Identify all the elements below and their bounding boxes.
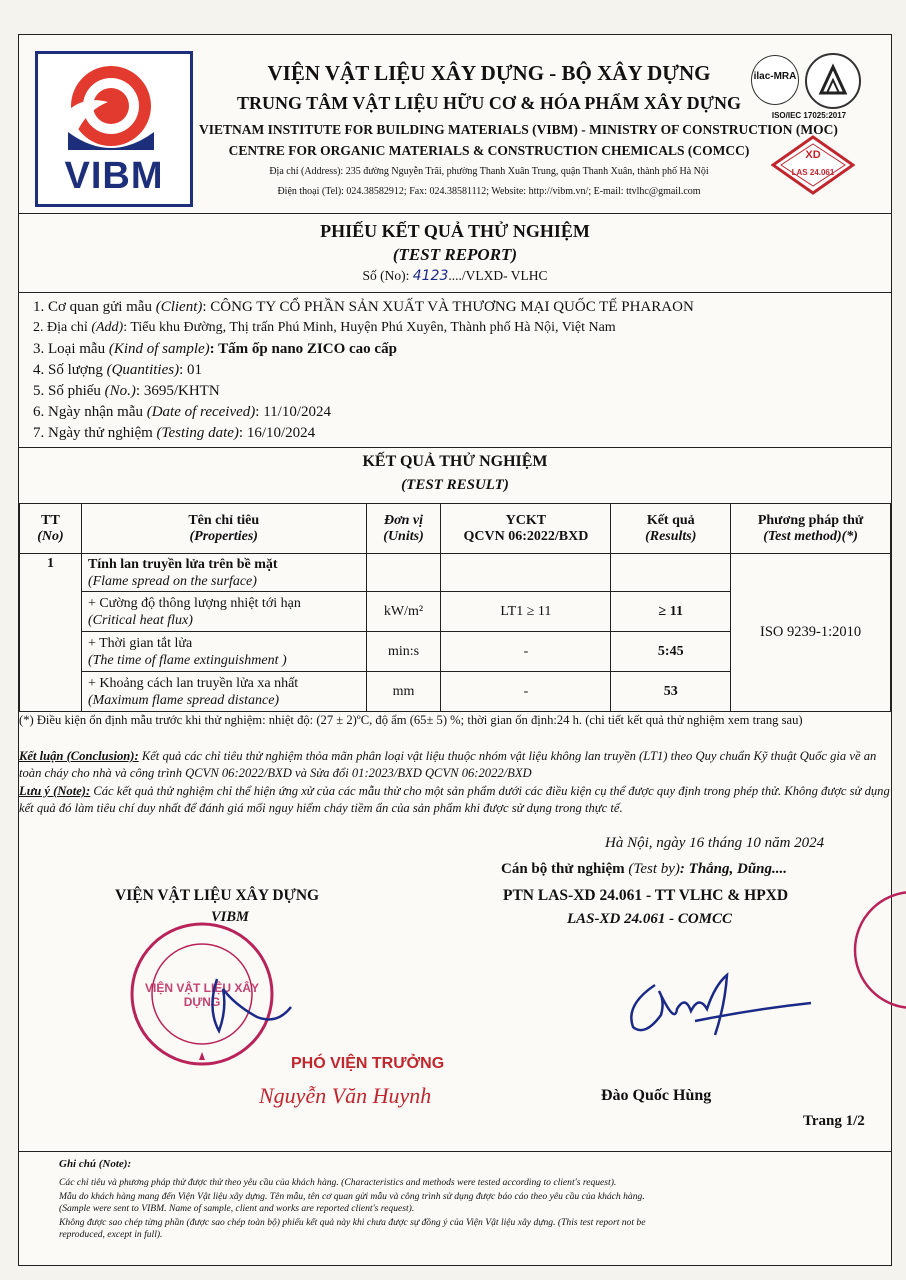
footer-divider bbox=[19, 1151, 891, 1152]
ilac-label: ilac-MRA bbox=[753, 71, 797, 82]
row-unit: mm bbox=[366, 672, 441, 712]
institute-en: VIETNAM INSTITUTE FOR BUILDING MATERIALS (VIBM) - MINISTRY OF CONSTRUCTION (MOC) bbox=[199, 122, 838, 137]
iso-label: ISO/IEC 17025:2017 bbox=[771, 111, 847, 120]
report-number bbox=[19, 268, 891, 284]
left-org: VIỆN VẬT LIỆU XÂY DỰNG bbox=[115, 887, 320, 904]
info-ticket-no: 5. Số phiếu (No.): 3695/KHTN bbox=[33, 383, 220, 399]
row-group-name: Tính lan truyền lửa trên bề mặt (Flame spread on the surface) bbox=[81, 554, 366, 592]
address: Địa chỉ (Address): 235 đường Nguyễn Trãi, phường Thanh Xuân Trung, quận Thanh Xuân, thành phố Hà Nội bbox=[269, 166, 709, 177]
divider bbox=[19, 447, 891, 448]
report-header bbox=[19, 35, 891, 214]
logo-text: VIBM bbox=[64, 155, 164, 197]
las-label: LAS 24.061 bbox=[791, 168, 835, 177]
col-requirement: YCKT QCVN 06:2022/BXD bbox=[441, 504, 611, 554]
las-xd-badge bbox=[771, 135, 855, 195]
right-lab-sub: LAS-XD 24.061 - COMCC bbox=[567, 911, 733, 927]
col-tt: TT (No) bbox=[20, 504, 82, 554]
report-number-label: Số (No): bbox=[362, 268, 410, 283]
divider bbox=[19, 292, 891, 293]
right-lab: PTN LAS-XD 24.061 - TT VLHC & HPXD bbox=[503, 887, 789, 904]
row-result: 5:45 bbox=[611, 632, 731, 672]
results-heading-en: (TEST RESULT) bbox=[401, 477, 509, 493]
vibm-emblem-icon bbox=[38, 54, 184, 158]
right-name: Đào Quốc Hùng bbox=[601, 1087, 712, 1104]
centre-en: CENTRE FOR ORGANIC MATERIALS & CONSTRUCTION CHEMICALS (COMCC) bbox=[228, 143, 750, 158]
report-number-handwritten: 4123 bbox=[412, 268, 449, 284]
col-results: Kết quả (Results) bbox=[611, 504, 731, 554]
right-signature-icon bbox=[615, 965, 815, 1045]
row-no: 1 bbox=[20, 554, 82, 712]
report-title-vn: PHIẾU KẾT QUẢ THỬ NGHIỆM bbox=[320, 221, 590, 241]
institute-vn: VIỆN VẬT LIỆU XÂY DỰNG - BỘ XÂY DỰNG bbox=[267, 61, 711, 85]
left-title: PHÓ VIỆN TRƯỞNG bbox=[291, 1055, 445, 1072]
row-property: + Cường độ thông lượng nhiệt tới hạn (Critical heat flux) bbox=[81, 592, 366, 632]
row-requirement: - bbox=[441, 632, 611, 672]
table-header-row bbox=[20, 504, 891, 554]
stamp-text: VIỆN VẬT LIỆU XÂY DỰNG bbox=[144, 981, 260, 1009]
footer-item: Không được sao chép từng phần (được sao chép toàn bộ) phiếu kết quả này khi chưa được sự đồng ý của Viện Vật liệu xây dựng. (This test report not be bbox=[59, 1217, 646, 1228]
row-result: ≥ 11 bbox=[611, 592, 731, 632]
col-method: Phương pháp thử (Test method)(*) bbox=[731, 504, 891, 554]
official-stamp bbox=[127, 919, 277, 1069]
conditioning-note: (*) Điều kiện ổn định mẫu trước khi thử nghiệm: nhiệt độ: (27 ± 2)ºC, độ ẩm (65± 5) %; thời gian ổn định:24 h. (chi tiết kết quả thử nghiệm xem trang sau) bbox=[19, 713, 803, 727]
footer-item: Các chỉ tiêu và phương pháp thử được thử theo yêu cầu của khách hàng. (Characteristics and methods were tested according to client's request). bbox=[59, 1177, 617, 1188]
page-number: Trang 1/2 bbox=[803, 1113, 865, 1129]
row-requirement: LT1 ≥ 11 bbox=[441, 592, 611, 632]
conclusion: Kết luận (Conclusion): Kết quả các chỉ tiêu thử nghiệm thỏa mãn phân loại vật liệu thuộc nhóm vật liệu không lan truyền (LT1) theo Quy chuẩn Kỹ thuật Quốc gia về an toàn cháy cho nhà và công trình QCVN 06:2022/BXD và Sửa đổi 01:2023/BXD QCVN 06:2022/BXD bbox=[19, 749, 877, 780]
row-property: + Khoảng cách lan truyền lửa xa nhất (Maximum flame spread distance) bbox=[81, 672, 366, 712]
report-number-suffix: ..../VLXD- VLHC bbox=[448, 268, 548, 283]
accreditation-seal-icon bbox=[805, 53, 861, 109]
info-client: 1. Cơ quan gửi mẫu (Client): CÔNG TY CỔ PHẦN SẢN XUẤT VÀ THƯƠNG MẠI QUỐC TẾ PHARAON bbox=[33, 299, 694, 315]
row-property: + Thời gian tắt lửa (The time of flame extinguishment ) bbox=[81, 632, 366, 672]
info-quantity: 4. Số lượng (Quantities): 01 bbox=[33, 362, 202, 378]
contact: Điện thoại (Tel): 024.38582912; Fax: 024.38581112; Website: http://vibm.vn/; E-mail: ttvlhc@gmail.com bbox=[277, 186, 701, 197]
row-unit: kW/m² bbox=[366, 592, 441, 632]
info-testing-date: 7. Ngày thử nghiệm (Testing date): 16/10/2024 bbox=[33, 425, 316, 441]
info-sample: 3. Loại mẫu (Kind of sample): Tấm ốp nano ZICO cao cấp bbox=[33, 341, 397, 357]
info-address: 2. Địa chỉ (Add): Tiểu khu Đường, Thị trấn Phú Minh, Huyện Phú Xuyên, Thành phố Hà Nội, Việt Nam bbox=[33, 320, 616, 335]
vibm-logo bbox=[35, 51, 193, 207]
test-method: ISO 9239-1:2010 bbox=[731, 554, 891, 712]
row-requirement: - bbox=[441, 672, 611, 712]
col-properties: Tên chỉ tiêu (Properties) bbox=[81, 504, 366, 554]
row-unit: min:s bbox=[366, 632, 441, 672]
left-signature-icon bbox=[187, 969, 297, 1039]
footer-item: (Sample were sent to VIBM. Name of sample, client and works are reported client's request). bbox=[59, 1203, 415, 1214]
table-row bbox=[20, 554, 891, 592]
info-received-date: 6. Ngày nhận mẫu (Date of received): 11/10/2024 bbox=[33, 404, 331, 420]
results-table bbox=[19, 503, 891, 712]
place-date: Hà Nội, ngày 16 tháng 10 năm 2024 bbox=[605, 835, 825, 851]
tested-by: Cán bộ thử nghiệm (Test by): Thắng, Dũng.... bbox=[501, 861, 788, 877]
test-report-sheet bbox=[18, 34, 892, 1266]
footer-label: Ghi chú (Note): bbox=[59, 1158, 132, 1170]
footer-item: reproduced, except in full). bbox=[59, 1229, 163, 1240]
centre-vn: TRUNG TÂM VẬT LIỆU HỮU CƠ & HÓA PHẨM XÂY DỰNG bbox=[236, 93, 741, 113]
page-edge-stamp bbox=[843, 885, 906, 1015]
left-name: Nguyễn Văn Huynh bbox=[259, 1083, 432, 1108]
xd-label: XD bbox=[805, 149, 821, 161]
results-heading-vn: KẾT QUẢ THỬ NGHIỆM bbox=[362, 453, 548, 470]
ilac-mra-badge bbox=[751, 55, 799, 105]
note: Lưu ý (Note): Các kết quả thử nghiệm chỉ thể hiện ứng xử của các mẫu thử cho một sản phẩm dưới các điều kiện cụ thể được quy định trong phép thử. Không được sử dụng kết quả đó làm tiêu chí duy nhất để đánh giá mối nguy hiểm cháy tiềm ẩn của sản phẩm khi được sử dụng trong thực tế. bbox=[19, 784, 890, 815]
left-org-sub: VIBM bbox=[211, 909, 249, 925]
row-result: 53 bbox=[611, 672, 731, 712]
col-units: Đơn vị (Units) bbox=[366, 504, 441, 554]
footer-item: Mẫu do khách hàng mang đến Viện Vật liệu xây dựng. Tên mẫu, tên cơ quan gửi mẫu và công trình sử dụng được báo cáo theo yêu cầu của khách hàng. bbox=[59, 1191, 645, 1202]
report-title-en: (TEST REPORT) bbox=[392, 245, 518, 264]
